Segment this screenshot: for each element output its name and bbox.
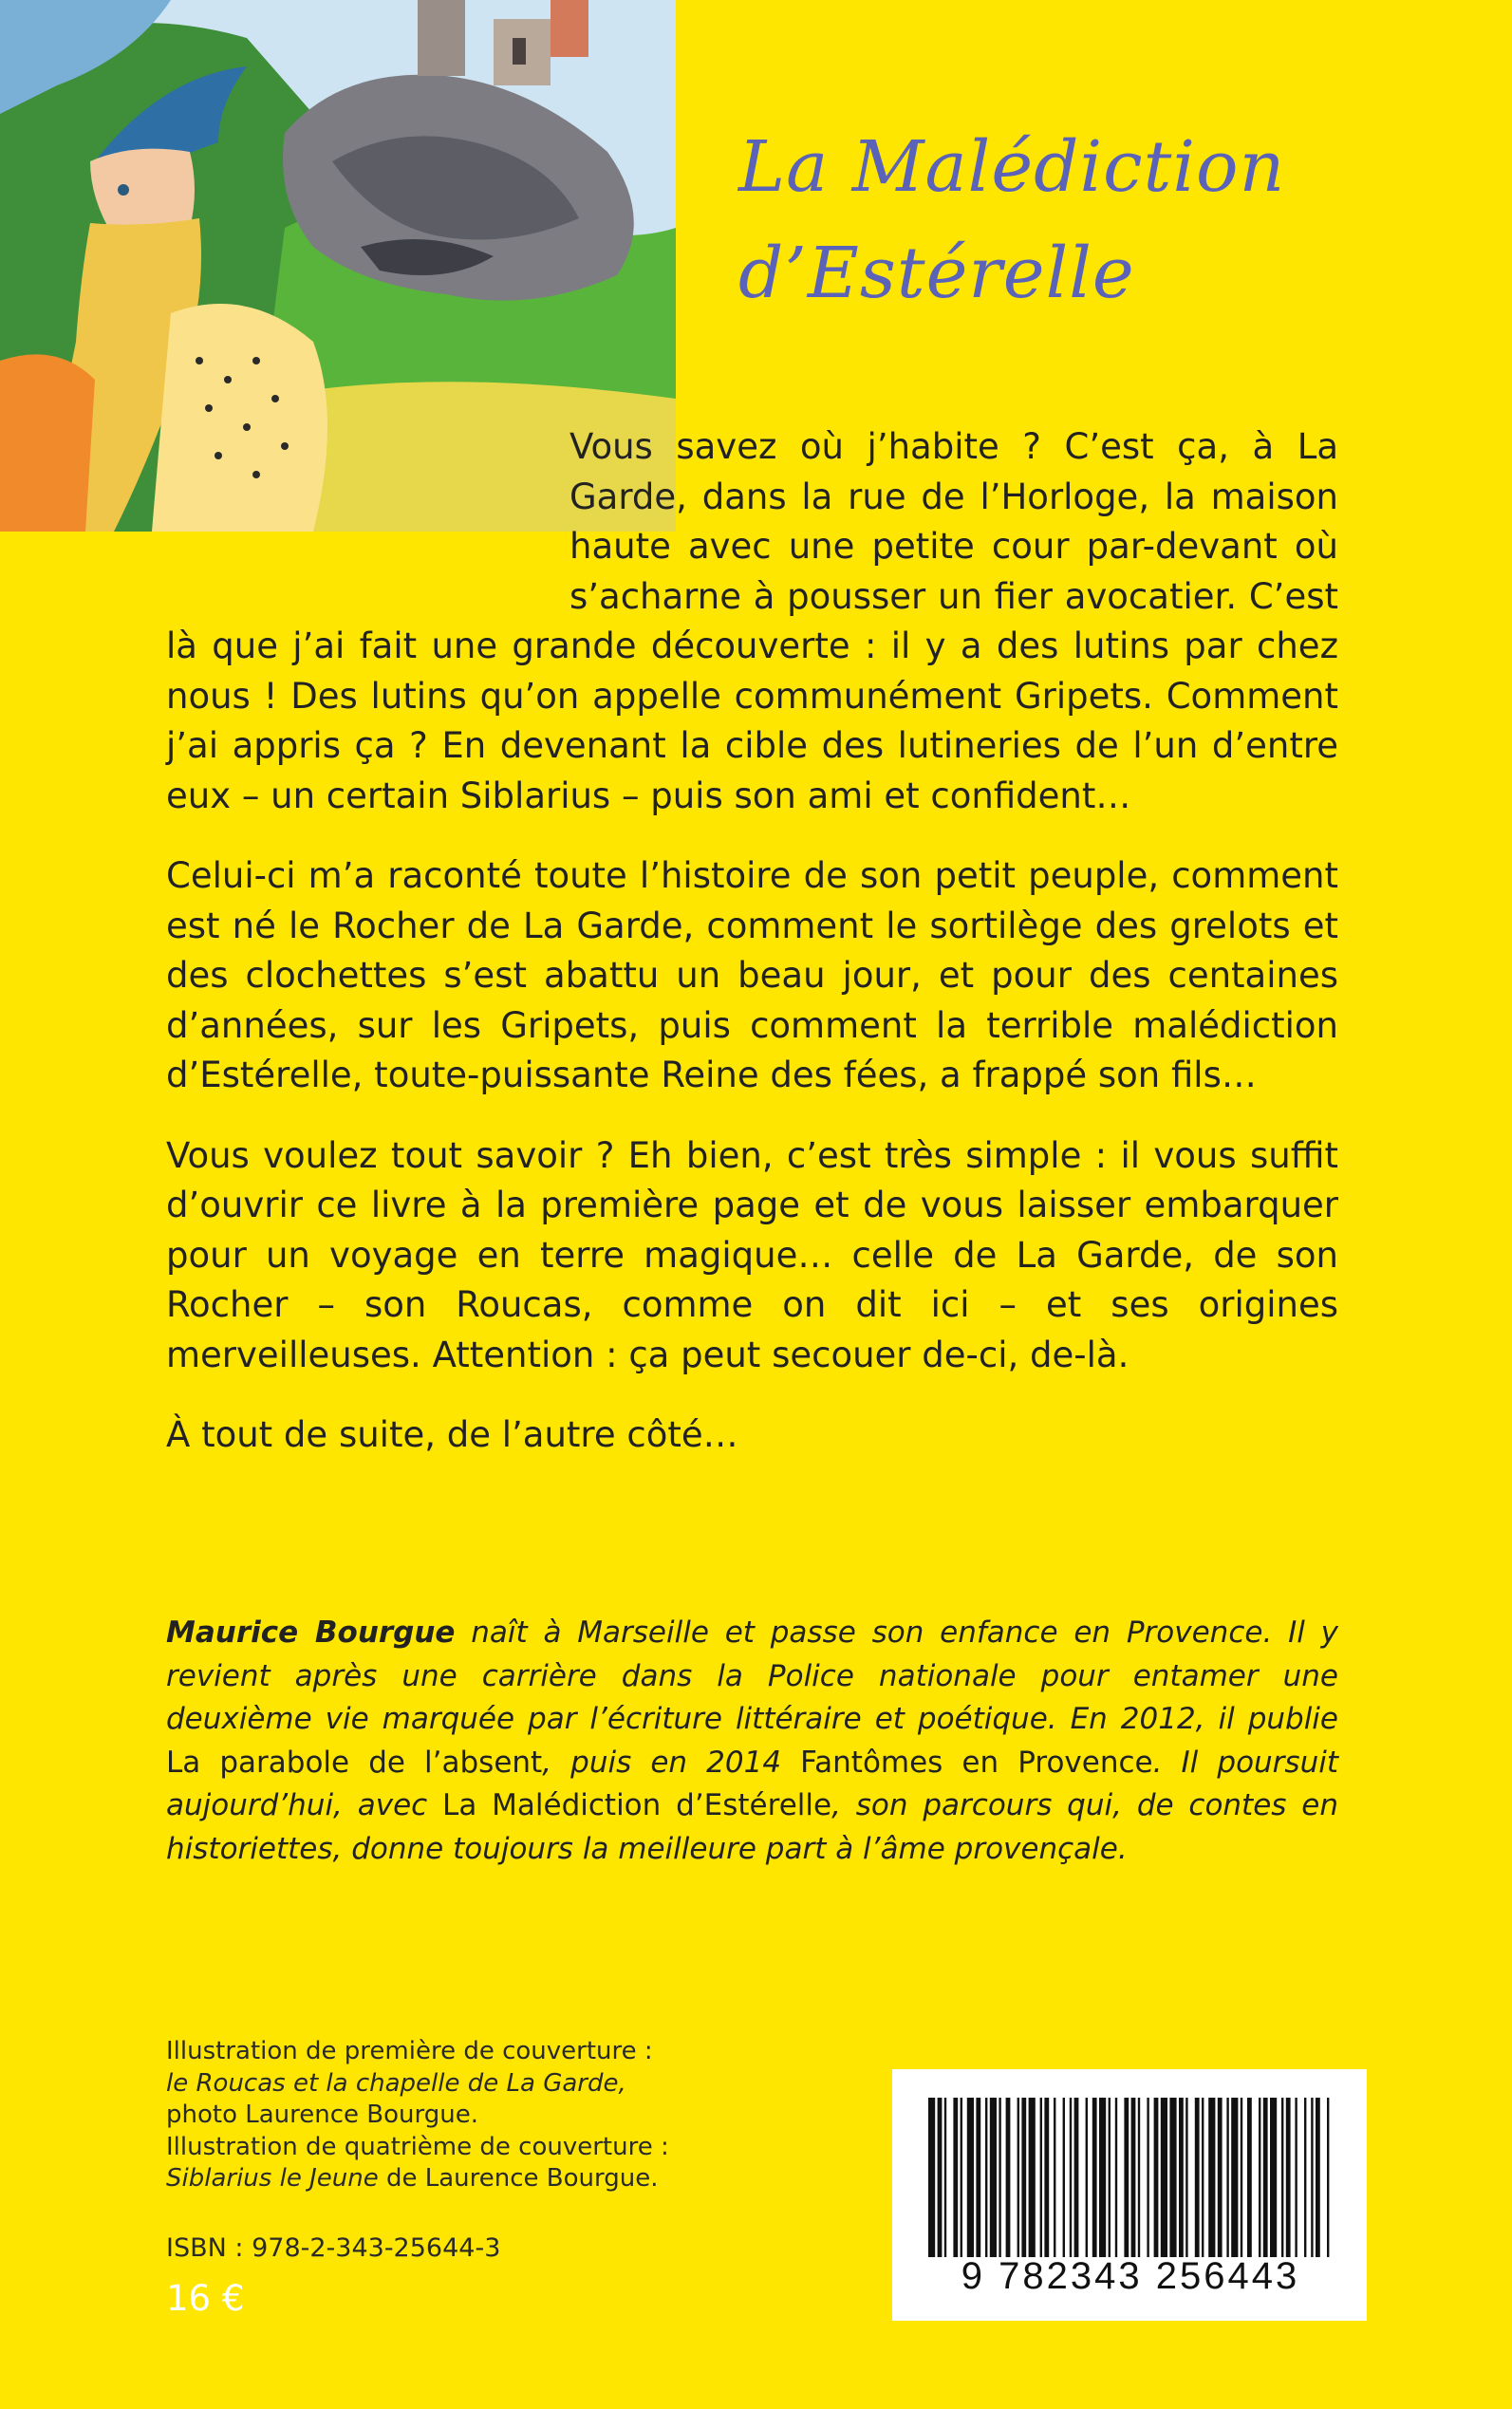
credit-line-5-title: Siblarius le Jeune xyxy=(166,2164,379,2193)
barcode-bar xyxy=(1231,2098,1238,2257)
barcode-bar xyxy=(1054,2098,1055,2257)
bio-text-4: , son parcours qui, de contes en historiettes, donne toujours la meilleure part à l’âme provençale. xyxy=(166,1788,1338,1866)
barcode-bar xyxy=(1208,2098,1215,2257)
barcode-bar xyxy=(999,2098,1000,2257)
illustration-credits xyxy=(166,2036,831,2195)
barcode-bar xyxy=(1218,2098,1223,2257)
blurb-paragraph-4: À tout de suite, de l’autre côté… xyxy=(166,1414,738,1455)
blurb-paragraph-2: Celui-ci m’a raconté toute l’histoire de son petit peuple, comment est né le Rocher de La Garde, comment le sortilège des grelots et des clochettes s’est abattu un beau jour, et pour des centaines d’années, sur les Gripets, puis comment la terrible malédiction d’Estérelle, toute-puissante Reine des fées, a frappé son fils… xyxy=(166,855,1338,1095)
barcode-bar xyxy=(1147,2098,1148,2257)
credit-line-1: Illustration de première de couverture : xyxy=(166,2037,653,2065)
illustration-wrap-space xyxy=(0,422,569,574)
barcode-bar xyxy=(1185,2098,1187,2257)
barcode-bar xyxy=(1070,2098,1072,2257)
bio-text-2: , puis en 2014 xyxy=(542,1745,801,1780)
barcode-bar xyxy=(1270,2098,1277,2257)
barcode-bar xyxy=(1286,2098,1291,2257)
barcode-bar xyxy=(1202,2098,1204,2257)
barcode-bar xyxy=(1295,2098,1297,2257)
barcode-bar xyxy=(1099,2098,1106,2257)
price: 16 € xyxy=(166,2278,245,2319)
barcode-bar xyxy=(1311,2098,1313,2257)
credit-line-5-author: de Laurence Bourgue. xyxy=(378,2164,659,2193)
barcode-bar xyxy=(1131,2098,1136,2257)
bio-book-1: La parabole de l’absent xyxy=(166,1745,543,1780)
blurb xyxy=(166,422,1338,1491)
bio-book-3: La Malédiction d’Estérelle xyxy=(442,1788,832,1822)
title-line-2: d’Estérelle xyxy=(738,233,1135,314)
author-bio xyxy=(166,1612,1338,1871)
barcode-bar xyxy=(1263,2098,1268,2257)
barcode-bar xyxy=(1281,2098,1283,2257)
barcode-bar xyxy=(1115,2098,1117,2257)
barcode-panel xyxy=(892,2069,1367,2321)
barcode-bar xyxy=(1195,2098,1200,2257)
barcode-digits: 9 782343 256443 xyxy=(961,2255,1300,2297)
barcode-bar xyxy=(953,2098,958,2257)
barcode-bar xyxy=(938,2098,943,2257)
barcode-bar xyxy=(1241,2098,1242,2257)
book-title xyxy=(738,114,1479,327)
barcode-bar xyxy=(1006,2098,1011,2257)
barcode-bar xyxy=(1029,2098,1036,2257)
barcode-bar xyxy=(1316,2098,1320,2257)
barcode-bar xyxy=(1247,2098,1252,2257)
barcode-bar xyxy=(1179,2098,1184,2257)
blurb-paragraph-1: Vous savez où j’habite ? C’est ça, à La Garde, dans la rue de l’Horloge, la maison haute avec une petite cour par-devant où s’acharne à pousser un fier avocatier. C’est là que j’ai fait une grande découverte : il y a des lutins par chez nous ! Des lutins qu’on appelle communément Gripets. Comment j’ai appris ça ? En devenant la cible des lutineries de l’un d’entre eux – un certain Siblarius – puis son ami et confident… xyxy=(166,426,1338,816)
barcode-bar xyxy=(961,2098,962,2257)
barcode-bar xyxy=(1259,2098,1260,2257)
barcode-bar xyxy=(1124,2098,1129,2257)
barcode-bar xyxy=(1169,2098,1176,2257)
barcode-bar xyxy=(976,2098,980,2257)
author-name: Maurice Bourgue xyxy=(166,1615,456,1650)
barcode-bar xyxy=(928,2098,935,2257)
barcode-bar xyxy=(1138,2098,1140,2257)
credit-line-5 xyxy=(166,2163,831,2195)
bio-text-1: naît à Marseille et passe son enfance en Provence. Il y revient après une carrière dans la Police nationale pour entamer une deuxième vie marquée par l’écriture littéraire et poétique. En 2012, il publie xyxy=(166,1615,1339,1736)
blurb-paragraph-3: Vous voulez tout savoir ? Eh bien, c’est très simple : il vous suffit d’ouvrir ce livre à la première page et de vous laisser embarquer pour un voyage en terre magique… celle de La Garde, de son Rocher – son Roucas, comme on dit ici – et ses origines merveilleuses. Attention : ça peut secouer de-ci, de-là. xyxy=(166,1134,1338,1375)
barcode-bar xyxy=(1040,2098,1042,2257)
bio-text-3: . Il poursuit aujourd’hui, avec xyxy=(166,1745,1338,1822)
barcode-bar xyxy=(944,2098,946,2257)
title-line-1: La Malédiction xyxy=(738,126,1286,208)
credit-line-2: le Roucas et la chapelle de La Garde, xyxy=(166,2068,626,2098)
credit-line-3: photo Laurence Bourgue. xyxy=(166,2101,478,2129)
isbn: ISBN : 978-2-343-25644-3 xyxy=(166,2233,501,2263)
barcode-bar xyxy=(1063,2098,1065,2257)
barcode-bar xyxy=(1304,2098,1306,2257)
bio-book-2: Fantômes en Provence xyxy=(800,1745,1153,1780)
barcode-bar xyxy=(1092,2098,1097,2257)
barcode-bar xyxy=(1074,2098,1079,2257)
barcode-bar xyxy=(985,2098,987,2257)
barcode-icon xyxy=(928,2098,1331,2257)
barcode-bar xyxy=(1226,2098,1228,2257)
barcode-bar xyxy=(1017,2098,1019,2257)
barcode-bar xyxy=(990,2098,997,2257)
barcode-bar xyxy=(1161,2098,1167,2257)
barcode-bar xyxy=(1044,2098,1049,2257)
barcode-bar xyxy=(1327,2098,1329,2257)
credit-line-4: Illustration de quatrième de couverture : xyxy=(166,2132,669,2161)
barcode-bar xyxy=(1109,2098,1111,2257)
barcode-bar xyxy=(1086,2098,1088,2257)
barcode-bar xyxy=(967,2098,974,2257)
barcode-bar xyxy=(1021,2098,1026,2257)
barcode-bar xyxy=(1154,2098,1159,2257)
